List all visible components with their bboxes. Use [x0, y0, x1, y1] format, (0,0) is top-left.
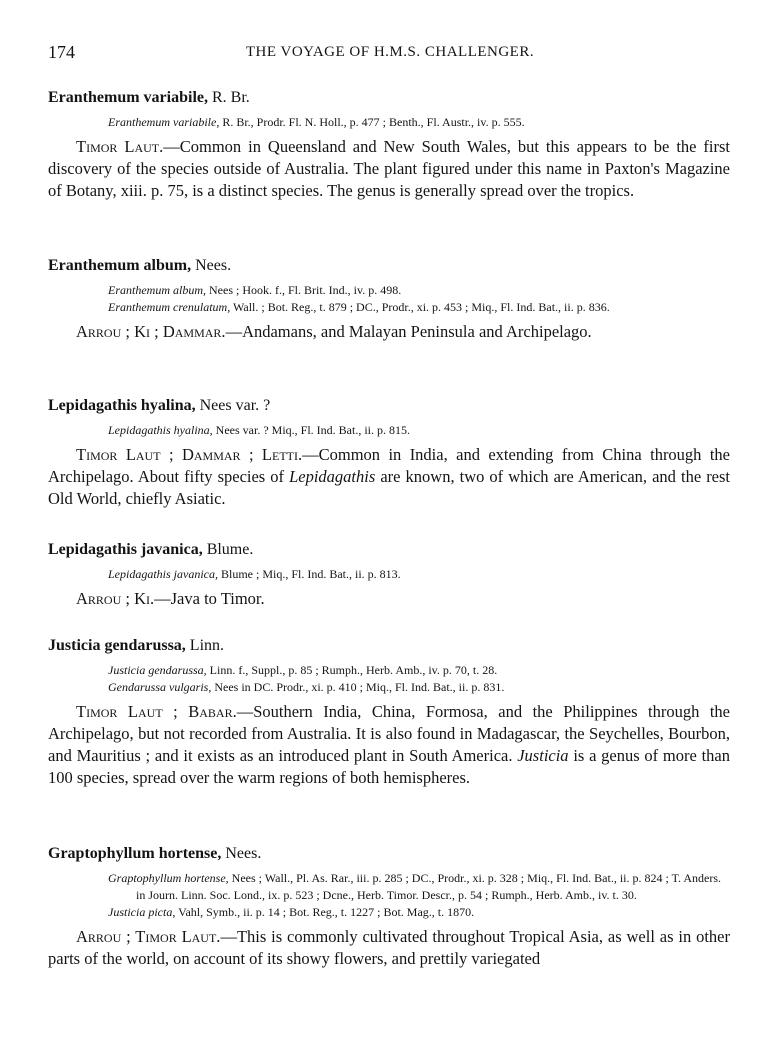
distribution-text: —This is commonly cultivated throughout Tropical Asia, as well as in other parts of the world, on account of its showy flowers, and prettily variegated [48, 927, 730, 968]
species-heading [48, 844, 730, 864]
ref-taxon: Gendarussa vulgaris, [108, 680, 212, 694]
species-entry-graptophyllum-hortense [48, 844, 730, 970]
species-name: Graptophyllum hortense, [48, 845, 222, 862]
locality: Timor Laut ; Dammar ; Letti. [76, 445, 303, 464]
page-number: 174 [48, 42, 75, 62]
locality: Arrou ; Ki. [76, 589, 155, 608]
synonymy-refs [108, 422, 730, 439]
species-name: Eranthemum album, [48, 257, 192, 274]
species-heading [48, 88, 730, 108]
distribution-text-cont: are known, two of which are American, and the rest Old World, chiefly Asiatic. [48, 467, 731, 508]
reference-line [108, 282, 730, 299]
running-title: THE VOYAGE OF H.M.S. CHALLENGER. [245, 44, 535, 60]
reference-line [108, 114, 730, 131]
distribution-paragraph [48, 701, 730, 789]
distribution-paragraph [48, 444, 730, 510]
ref-citation: Nees ; Wall., Pl. As. Rar., iii. p. 285 ; DC., Prodr., xi. p. 328 ; Miq., Fl. Ind. Bat., ii. p. 824 ; T. Anders. in Journ. Linn. Soc. Lond., ix. p. 523 ; Dcne., Herb. Timor. Descr., p. 54 ; Rumph., Herb. Amb., iv. t. 30. [136, 871, 722, 902]
locality: Timor Laut ; Babar. [76, 702, 237, 721]
species-heading [48, 540, 730, 560]
distribution-text: —Java to Timor. [154, 589, 265, 608]
ref-citation: Nees in DC. Prodr., xi. p. 410 ; Miq., Fl. Ind. Bat., ii. p. 831. [214, 680, 505, 694]
distribution-paragraph [48, 136, 730, 202]
reference-line [108, 422, 730, 439]
species-name: Eranthemum variabile, [48, 89, 208, 106]
ref-citation: Linn. f., Suppl., p. 85 ; Rumph., Herb. Amb., iv. p. 70, t. 28. [209, 663, 498, 677]
ref-taxon: Eranthemum variabile, [108, 115, 220, 129]
ref-taxon: Justicia gendarussa, [108, 663, 207, 677]
species-entry-justicia-gendarussa [48, 636, 730, 789]
ref-taxon: Lepidagathis javanica, [108, 567, 218, 581]
running-header [48, 42, 732, 66]
ref-citation: Blume ; Miq., Fl. Ind. Bat., ii. p. 813. [221, 567, 401, 581]
distribution-paragraph [48, 926, 730, 970]
genus-italic: Lepidagathis [289, 467, 376, 486]
distribution-text: —Andamans, and Malayan Peninsula and Archipelago. [225, 322, 592, 341]
species-authority: Blume. [206, 541, 254, 558]
species-authority: R. Br. [212, 89, 250, 106]
species-entry-eranthemum-album [48, 256, 730, 343]
species-entry-lepidagathis-hyalina [48, 396, 730, 510]
distribution-text: —Common in Queensland and New South Wales, but this appears to be the first discovery of the species outside of Australia. The plant figured under this name in Paxton's Magazine of Botany, xiii. p. 75, is a distinct species. The genus is generally spread over the tropics. [48, 137, 731, 200]
ref-citation: Vahl, Symb., ii. p. 14 ; Bot. Reg., t. 1227 ; Bot. Mag., t. 1870. [178, 905, 475, 919]
ref-taxon: Graptophyllum hortense, [108, 871, 229, 885]
ref-citation: Nees ; Hook. f., Fl. Brit. Ind., iv. p. 498. [209, 283, 402, 297]
distribution-text: —Common in India, and extending from China through the Archipelago. About fifty species of [48, 445, 730, 486]
ref-citation: Wall. ; Bot. Reg., t. 879 ; DC., Prodr., xi. p. 453 ; Miq., Fl. Ind. Bat., ii. p. 836. [233, 300, 610, 314]
species-entry-eranthemum-variabile [48, 88, 730, 202]
species-heading [48, 396, 730, 416]
species-name: Justicia gendarussa, [48, 637, 186, 654]
ref-taxon: Eranthemum crenulatum, [108, 300, 231, 314]
ref-taxon: Lepidagathis hyalina, [108, 423, 213, 437]
reference-line [108, 904, 730, 921]
locality: Arrou ; Timor Laut. [76, 927, 221, 946]
locality: Arrou ; Ki ; Dammar. [76, 322, 226, 341]
distribution-paragraph [48, 321, 730, 343]
species-heading [48, 636, 730, 656]
species-heading [48, 256, 730, 276]
synonymy-refs [108, 870, 730, 921]
species-authority: Linn. [189, 637, 225, 654]
ref-taxon: Eranthemum album, [108, 283, 206, 297]
synonymy-refs [108, 566, 730, 583]
distribution-paragraph [48, 588, 730, 610]
species-name: Lepidagathis hyalina, [48, 397, 196, 414]
ref-citation: Nees var. ? Miq., Fl. Ind. Bat., ii. p. 815. [215, 423, 410, 437]
species-authority: Nees var. ? [199, 397, 271, 414]
genus-italic: Justicia [517, 746, 569, 765]
distribution-text: —Southern India, China, Formosa, and the Philippines through the Archipelago, but not recorded from Australia. It is also found in Madagascar, the Seychelles, Bourbon, and Mauritius ; and it exists as an introduced plant in South America. [48, 702, 730, 765]
species-authority: Nees. [195, 257, 232, 274]
reference-line [108, 870, 730, 904]
synonymy-refs [108, 114, 730, 131]
ref-taxon: Justicia picta, [108, 905, 176, 919]
synonymy-refs [108, 282, 730, 316]
reference-line [108, 679, 730, 696]
synonymy-refs [108, 662, 730, 696]
reference-line [108, 662, 730, 679]
locality: Timor Laut. [76, 137, 164, 156]
distribution-text-cont: is a genus of more than 100 species, spread over the warm regions of both hemispheres. [48, 746, 730, 787]
species-entry-lepidagathis-javanica [48, 540, 730, 610]
reference-line [108, 299, 730, 316]
ref-citation: R. Br., Prodr. Fl. N. Holl., p. 477 ; Benth., Fl. Austr., iv. p. 555. [222, 115, 525, 129]
reference-line [108, 566, 730, 583]
species-name: Lepidagathis javanica, [48, 541, 203, 558]
species-authority: Nees. [225, 845, 262, 862]
